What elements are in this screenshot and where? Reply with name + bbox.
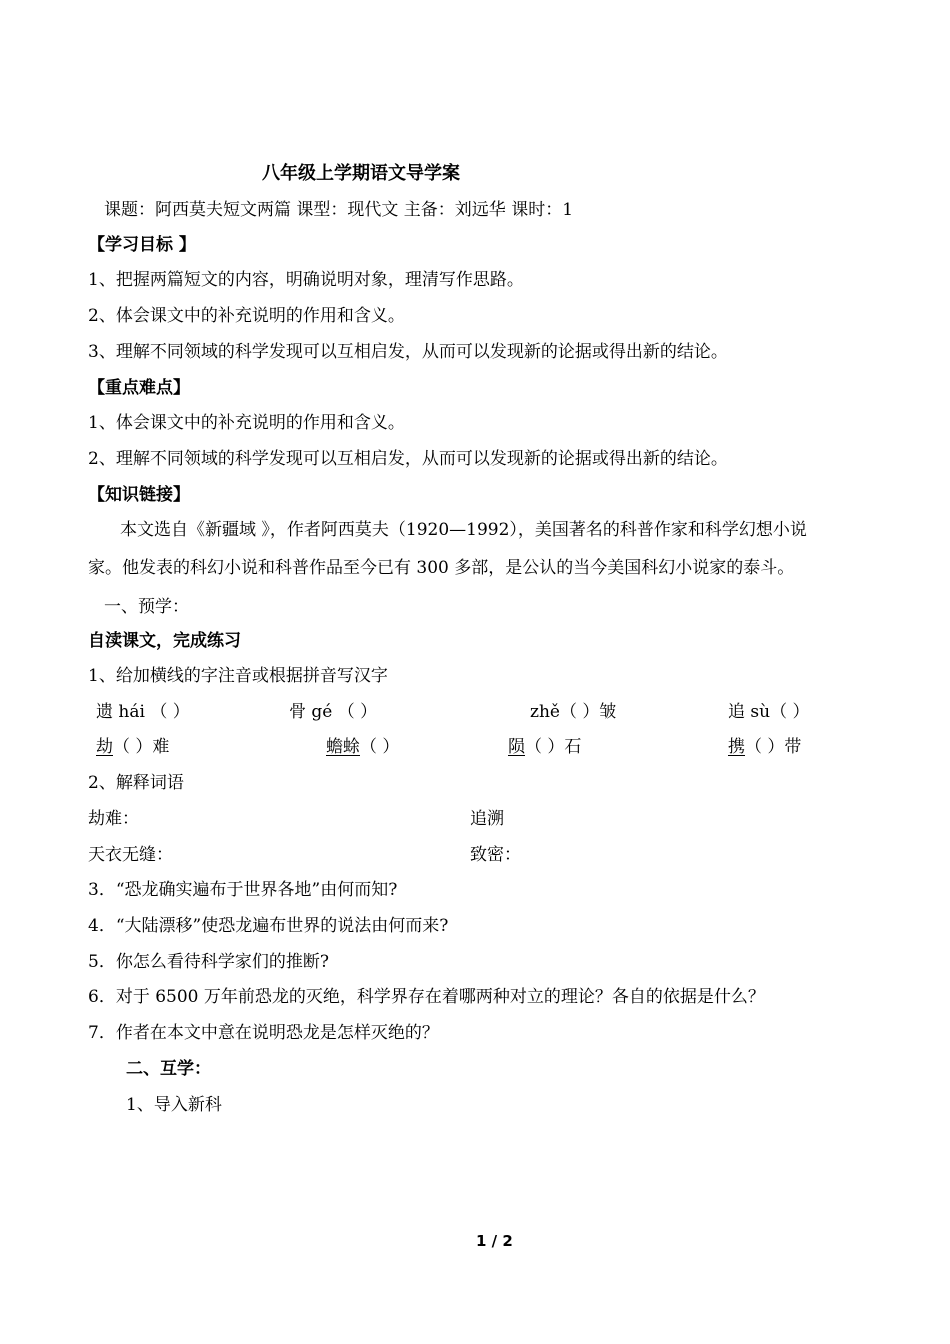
meta-line: 课题：阿西莫夫短文两篇 课型：现代文 主备：刘远华 课时：1 bbox=[104, 200, 574, 220]
vocab-term: 追溯 bbox=[470, 809, 504, 829]
question-item: 5．你怎么看待科学家们的推断? bbox=[88, 952, 329, 972]
preview-subheading: 自渎课文，完成练习 bbox=[88, 631, 241, 651]
question-item: 4．“大陆漂移”使恐龙遍布世界的说法由何而来? bbox=[88, 916, 449, 936]
vocab-term: 天衣无缝： bbox=[88, 845, 173, 865]
question-item: 7．作者在本文中意在说明恐龙是怎样灭绝的？ bbox=[88, 1023, 439, 1043]
answer-blank: （ ）石 bbox=[525, 737, 582, 757]
pinyin-item bbox=[728, 735, 801, 759]
pinyin-item bbox=[96, 735, 169, 759]
underlined-char: 携 bbox=[728, 737, 745, 757]
knowledge-heading: 【知识链接】 bbox=[88, 485, 190, 505]
knowledge-paragraph-line: 本文选自《新疆域 》，作者阿西莫夫（1920—1992），美国著名的科普作家和科学幻想小说 bbox=[120, 520, 807, 540]
vocab-term: 劫难： bbox=[88, 809, 139, 829]
pinyin-row bbox=[0, 700, 950, 724]
mutual-item: 1、导入新科 bbox=[126, 1095, 222, 1115]
page-title: 八年级上学期语文导学案 bbox=[262, 163, 460, 184]
underlined-char: 陨 bbox=[508, 737, 525, 757]
underlined-char: 蟾蜍 bbox=[326, 737, 360, 757]
question-item: 6．对于 6500 万年前恐龙的灭绝，科学界存在着哪两种对立的理论？各自的依据是什么？ bbox=[88, 987, 765, 1007]
mutual-heading: 二、互学： bbox=[126, 1059, 211, 1079]
key-point-item: 2、理解不同领域的科学发现可以互相启发，从而可以发现新的论据或得出新的结论。 bbox=[88, 449, 728, 469]
vocab-question: 2、解释词语 bbox=[88, 773, 184, 793]
pinyin-item: 遗 hái （ ） bbox=[96, 702, 190, 722]
answer-blank: （ ）难 bbox=[113, 737, 170, 757]
knowledge-paragraph-line: 家。他发表的科幻小说和科普作品至今已有 300 多部，是公认的当今美国科幻小说家的泰斗。 bbox=[88, 558, 795, 578]
vocab-term: 致密： bbox=[470, 845, 521, 865]
objective-item: 1、把握两篇短文的内容，明确说明对象，理清写作思路。 bbox=[88, 270, 524, 290]
pinyin-item bbox=[508, 735, 581, 759]
preview-heading: 一、预学： bbox=[104, 597, 189, 617]
objectives-heading: 【学习目标 】 bbox=[88, 235, 196, 255]
objective-item: 2、体会课文中的补充说明的作用和含义。 bbox=[88, 306, 405, 326]
underlined-char: 劫 bbox=[96, 737, 113, 757]
key-points-heading: 【重点难点】 bbox=[88, 378, 190, 398]
pinyin-question: 1、给加横线的字注音或根据拼音写汉字 bbox=[88, 666, 388, 686]
answer-blank: （ ）带 bbox=[745, 737, 802, 757]
pinyin-item: 追 sù（ ） bbox=[728, 702, 810, 722]
pinyin-item bbox=[326, 735, 399, 759]
page-number: 1 / 2 bbox=[476, 1232, 513, 1250]
answer-blank: （ ） bbox=[360, 737, 400, 757]
pinyin-item: 骨 gé （ ） bbox=[289, 702, 378, 722]
question-item: 3．“恐龙确实遍布于世界各地”由何而知? bbox=[88, 880, 398, 900]
pinyin-item: zhě（ ）皱 bbox=[530, 702, 617, 722]
objective-item: 3、理解不同领域的科学发现可以互相启发，从而可以发现新的论据或得出新的结论。 bbox=[88, 342, 728, 362]
key-point-item: 1、体会课文中的补充说明的作用和含义。 bbox=[88, 413, 405, 433]
pinyin-row bbox=[0, 735, 950, 759]
